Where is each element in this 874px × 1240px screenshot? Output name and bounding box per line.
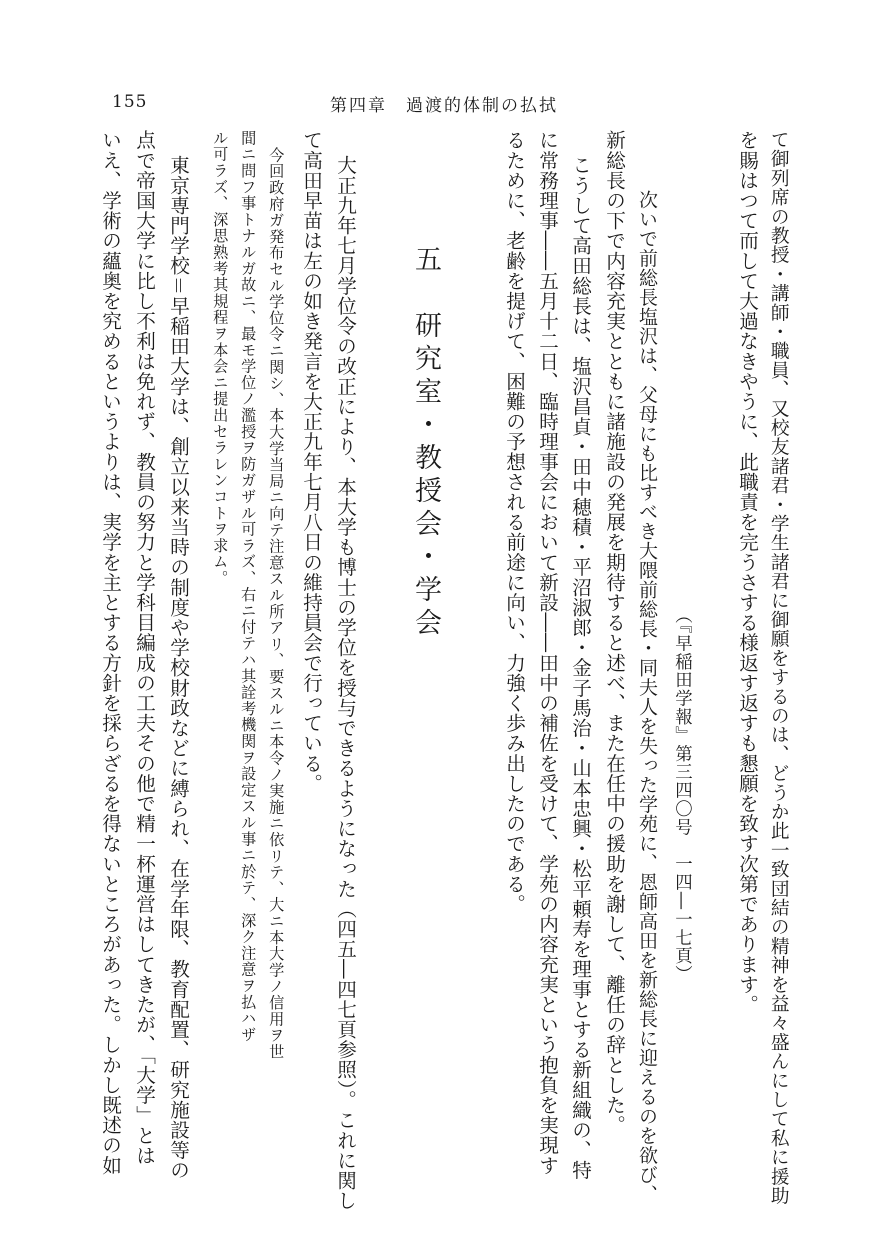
paragraph-line: て高田早苗は左の如き発言を大正九年七月八日の維持員会で行っている。 — [299, 130, 323, 794]
paragraph-line: 新総長の下で内容充実とともに諸施設の発展を期待すると述べ、また在任中の援助を謝して、離任の辞とした。 — [602, 130, 626, 1135]
quote-citation: （『早稲田学報』第三四〇号 一四―一七頁） — [671, 606, 692, 984]
paragraph-line: いえ、学術の蘊奥を究めるというよりは、実学を主とする方針を採らざるを得ないところがあった。しかし既述の如 — [98, 130, 122, 1176]
running-head: 第四章 過渡的体制の払拭 — [330, 96, 558, 116]
paragraph-line: 点で帝国大学に比し不利は免れず、教員の努力と学科目編成の工夫その他で精一杯運営はしてきたが、「大学」とは — [132, 130, 156, 1166]
page-number: 155 — [112, 92, 148, 112]
decree-line: ル可ラズ、深思熟考其規程ヲ本会ニ提出セラレンコトヲ求ム。 — [211, 130, 230, 587]
section-heading: 五 研究室・教授会・学会 — [410, 245, 441, 641]
quote-line: を賜はつて而して大過なきやうに、此職責を完うさする様返す返すも懇願を致す次第であります。 — [735, 130, 759, 1015]
quote-line: て御列席の教授・講師・職員、又校友諸君・学生諸君に御願をするのは、どうか此一致団結の精神を益々盛んにして私に援助 — [767, 130, 789, 1206]
paragraph-line: るために、老齢を提げて、困難の予想される前途に向い、力強く歩み出したのである。 — [502, 130, 526, 914]
paragraph-line: 東京専門学校＝早稲田大学は、創立以来当時の制度や学校財政などに縛られ、在学年限、教育配置、研究施設等の — [166, 155, 190, 1181]
paragraph-line: に常務理事――五月十二日、臨時理事会において新設――田中の補佐を受けて、学苑の内容充実という抱負を実現す — [535, 130, 559, 1176]
decree-line: 今回政府ガ発布セル学位令ニ関シ、本大学当局ニ向テ注意スル所アリ、要スルニ本令ノ実施ニ依リテ、大ニ本大学ノ信用ヲ世 — [267, 147, 286, 1060]
paragraph-line: 次いで前総長塩沢は、父母にも比すべき大隈前総長・同夫人を失った学苑に、恩師高田を新総長に迎えるのを欲び、 — [636, 190, 658, 1204]
decree-line: 間ニ問フ事トナルガ故ニ、最モ学位ノ濫授ヲ防ガザル可ラズ、右ニ付テハ其詮考機関ヲ設定スル事ニ於テ、深ク注意ヲ払ハザ — [239, 130, 258, 1043]
vertical-text-body — [92, 130, 792, 1215]
paragraph-line: 大正九年七月学位令の改正により、本大学も博士の学位を授与できるようになった（四五―四七頁参照）。これに関し — [333, 155, 357, 1211]
paragraph-line: こうして高田総長は、塩沢昌貞・田中穂積・平沼淑郎・金子馬治・山本忠興・松平頼寿を理事とする新組織の、特 — [568, 155, 592, 1181]
